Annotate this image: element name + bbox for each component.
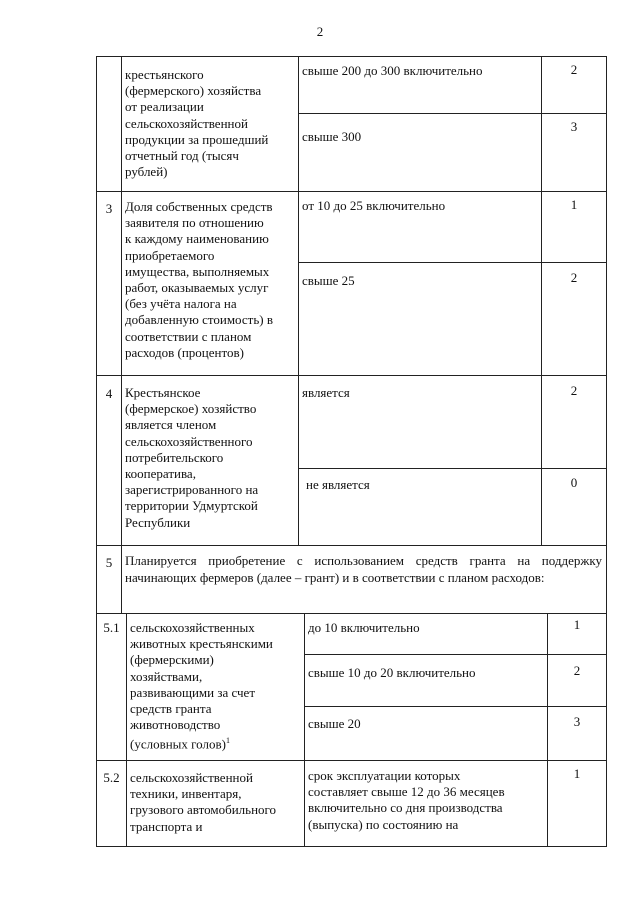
row-number: 5.1 <box>103 620 120 635</box>
rule <box>121 545 122 613</box>
rule <box>96 760 607 761</box>
rule <box>96 375 607 376</box>
rule <box>96 545 607 546</box>
row-number: 4 <box>105 386 113 401</box>
rule <box>126 613 127 846</box>
condition-text: является <box>302 385 350 400</box>
row-number: 5 <box>105 555 113 570</box>
rule <box>304 706 607 707</box>
score-value: 3 <box>570 119 578 134</box>
rule <box>96 56 607 57</box>
condition-text: от 10 до 25 включительно <box>302 198 446 213</box>
condition-text: свыше 25 <box>302 273 355 288</box>
criterion-text: сельскохозяйственной техники, инвентаря, грузового автомобильного транспорта и <box>130 770 277 834</box>
rule <box>121 56 122 545</box>
row-number: 3 <box>105 201 113 216</box>
score-value: 2 <box>573 663 581 678</box>
criterion-text-body: сельскохозяйственных животных крестьянскими (фермерскими) хозяйствами, развивающими за счет средств гранта животноводство (условных голов) <box>130 620 273 752</box>
criterion-text: Доля собственных средств заявителя по отношению к каждому наименованию приобретаемого имущества, выполняемых работ, оказываемых услуг (без учёта налога на добавленную стоимость) в соответствии с планом расходов (процентов) <box>125 199 273 360</box>
criterion-text <box>130 620 302 753</box>
rule <box>96 846 607 847</box>
score-value: 3 <box>573 714 581 729</box>
page-number: 2 <box>316 24 324 39</box>
condition-text: свыше 20 <box>308 716 361 731</box>
condition-text: свыше 300 <box>302 129 362 144</box>
score-value: 1 <box>573 617 581 632</box>
rule <box>606 56 607 846</box>
score-value: 1 <box>573 766 581 781</box>
rule <box>298 468 607 469</box>
rule <box>96 191 607 192</box>
condition-text: срок эксплуатации которых составляет свыше 12 до 36 месяцев включительно со дня производства (выпуска) по состоянию на <box>308 768 505 832</box>
rule <box>304 613 305 846</box>
rule <box>96 56 97 846</box>
condition-text: не является <box>306 477 370 492</box>
rule <box>298 113 607 114</box>
rule <box>304 654 607 655</box>
criterion-text: Крестьянское (фермерское) хозяйство является членом сельскохозяйственного потребительского кооператива, зарегистрированного на территории Удмуртской Республики <box>125 385 259 530</box>
score-value: 2 <box>570 383 578 398</box>
section-text: Планируется приобретение с использованием средств гранта на поддержку начинающих фермеров (далее – грант) и в соответствии с планом расходов: <box>125 553 602 585</box>
condition-text: свыше 10 до 20 включительно <box>308 665 476 680</box>
rule <box>298 56 299 545</box>
score-value: 2 <box>570 270 578 285</box>
row-number: 5.2 <box>103 770 120 785</box>
condition-text: свыше 200 до 300 включительно <box>302 63 483 78</box>
score-value: 1 <box>570 197 578 212</box>
score-value: 0 <box>570 475 578 490</box>
criterion-text: крестьянского (фермерского) хозяйства от реализации сельскохозяйственной продукции за прошедший отчетный год (тысяч рублей) <box>125 67 269 180</box>
condition-text: до 10 включительно <box>308 620 420 635</box>
rule <box>298 262 607 263</box>
rule <box>96 613 607 614</box>
footnote-mark: 1 <box>225 736 230 746</box>
score-value: 2 <box>570 62 578 77</box>
